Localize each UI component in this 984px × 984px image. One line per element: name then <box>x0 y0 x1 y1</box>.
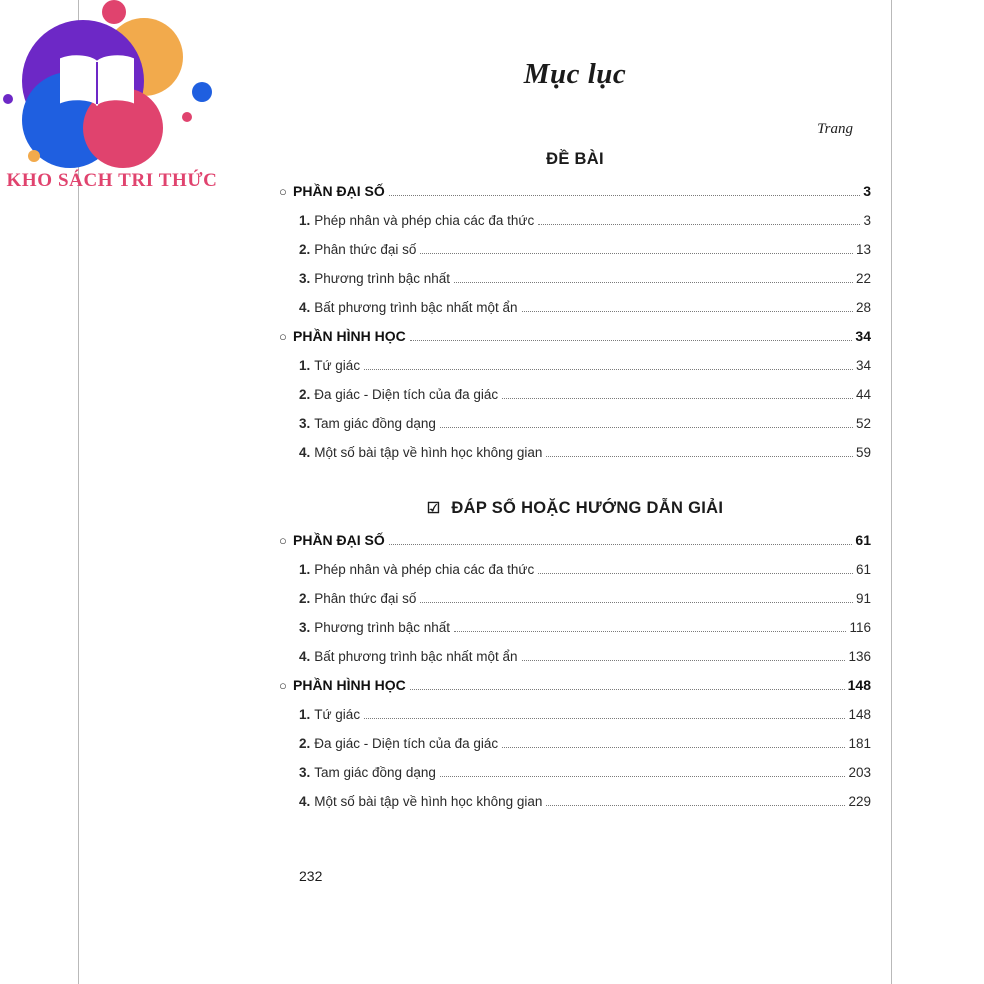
leader-dots <box>389 543 853 545</box>
leader-dots <box>420 252 853 254</box>
toc-item-label: Đa giác - Diện tích của đa giác <box>314 387 499 402</box>
toc-item-label: Phân thức đại số <box>314 242 417 257</box>
toc-item-number: 3. <box>299 416 311 431</box>
toc-item-row[interactable] <box>279 591 871 607</box>
toc-item-row[interactable] <box>279 445 871 461</box>
toc-item-number: 3. <box>299 271 311 286</box>
toc-part-row[interactable] <box>279 677 871 694</box>
toc-item-page: 3 <box>863 213 871 228</box>
leader-dots <box>502 746 845 748</box>
toc-item-number: 3. <box>299 620 311 635</box>
toc-item-number: 1. <box>299 562 311 577</box>
toc-item-row[interactable] <box>279 649 871 665</box>
toc-item-number: 4. <box>299 300 311 315</box>
toc-item-number: 1. <box>299 707 311 722</box>
toc-item-row[interactable] <box>279 358 871 374</box>
toc-item-row[interactable] <box>279 562 871 578</box>
toc-item-number: 4. <box>299 649 311 664</box>
toc-item-number: 1. <box>299 358 311 373</box>
toc-item-number: 4. <box>299 794 311 809</box>
page-title: Mục lục <box>523 58 627 90</box>
leader-dots <box>538 572 853 574</box>
leader-dots <box>538 223 860 225</box>
section-heading-de-bai <box>279 150 871 169</box>
leader-dots <box>410 688 845 690</box>
toc-item-label: Tứ giác <box>314 707 361 722</box>
leader-dots <box>454 281 853 283</box>
toc-item-page: 136 <box>848 649 871 664</box>
toc-item-label: Phương trình bậc nhất <box>314 620 450 635</box>
leader-dots <box>502 397 853 399</box>
toc-item-page: 13 <box>855 242 871 257</box>
toc-item-label: Phép nhân và phép chia các đa thức <box>314 213 535 228</box>
toc-item-page: 91 <box>855 591 871 606</box>
toc-item-number: 1. <box>299 213 311 228</box>
page-left-gutter <box>0 0 78 984</box>
leader-dots <box>364 717 845 719</box>
toc-item-label: Tam giác đồng dạng <box>314 416 436 431</box>
leader-dots <box>522 310 853 312</box>
toc-item-page: 44 <box>855 387 871 402</box>
toc-item-page: 181 <box>848 736 871 751</box>
toc-part-label: PHẦN ĐẠI SỐ <box>293 183 385 199</box>
toc-item-row[interactable] <box>279 416 871 432</box>
toc-part-page: 61 <box>855 532 871 548</box>
toc-item-page: 116 <box>849 620 871 635</box>
leader-dots <box>454 630 846 632</box>
circle-bullet-icon: ○ <box>279 329 287 344</box>
toc-item-page: 148 <box>848 707 871 722</box>
toc-section-dap-so <box>279 532 871 810</box>
toc-item-label: Phương trình bậc nhất <box>314 271 450 286</box>
toc-item-number: 2. <box>299 387 311 402</box>
watermark-brand-text: KHO SÁCH TRI THỨC <box>6 170 218 191</box>
leader-dots <box>364 368 853 370</box>
section-heading-text: ĐÁP SỐ HOẶC HƯỚNG DẪN GIẢI <box>451 499 724 517</box>
leader-dots <box>546 455 853 457</box>
toc-item-label: Bất phương trình bậc nhất một ẩn <box>314 649 518 664</box>
toc-item-page: 59 <box>855 445 871 460</box>
toc-part-page: 3 <box>863 183 871 199</box>
toc-item-label: Phép nhân và phép chia các đa thức <box>314 562 535 577</box>
toc-item-row[interactable] <box>279 271 871 287</box>
section-heading-text: ĐỀ BÀI <box>546 150 604 168</box>
leader-dots <box>546 804 845 806</box>
toc-item-page: 52 <box>855 416 871 431</box>
leader-dots <box>440 775 846 777</box>
toc-item-number: 2. <box>299 591 311 606</box>
toc-item-page: 28 <box>855 300 871 315</box>
toc-item-row[interactable] <box>279 300 871 316</box>
toc-item-label: Một số bài tập về hình học không gian <box>314 445 543 460</box>
document-content <box>279 0 871 884</box>
page-number: 232 <box>299 868 323 884</box>
toc-item-page: 22 <box>855 271 871 286</box>
toc-item-page: 61 <box>855 562 871 577</box>
section-heading-dap-so <box>279 499 871 518</box>
toc-part-row[interactable] <box>279 532 871 549</box>
toc-part-row[interactable] <box>279 183 871 200</box>
toc-item-number: 2. <box>299 736 311 751</box>
toc-item-number: 2. <box>299 242 311 257</box>
leader-dots <box>522 659 846 661</box>
toc-item-label: Phân thức đại số <box>314 591 417 606</box>
toc-item-label: Một số bài tập về hình học không gian <box>314 794 543 809</box>
toc-item-row[interactable] <box>279 242 871 258</box>
toc-item-page: 34 <box>855 358 871 373</box>
toc-item-number: 3. <box>299 765 311 780</box>
toc-item-label: Bất phương trình bậc nhất một ẩn <box>314 300 518 315</box>
toc-section-de-bai <box>279 183 871 461</box>
toc-item-row[interactable] <box>279 794 871 810</box>
toc-item-number: 4. <box>299 445 311 460</box>
document-page <box>78 0 892 984</box>
toc-item-row[interactable] <box>279 387 871 403</box>
leader-dots <box>440 426 853 428</box>
toc-item-label: Tam giác đồng dạng <box>314 765 436 780</box>
toc-part-label: PHẦN ĐẠI SỐ <box>293 532 385 548</box>
leader-dots <box>389 194 860 196</box>
toc-part-label: PHẦN HÌNH HỌC <box>293 677 406 693</box>
toc-item-page: 229 <box>848 794 871 809</box>
circle-bullet-icon: ○ <box>279 184 287 199</box>
toc-item-row[interactable] <box>279 707 871 723</box>
toc-item-row[interactable] <box>279 213 871 229</box>
toc-part-row[interactable] <box>279 328 871 345</box>
circle-bullet-icon: ○ <box>279 533 287 548</box>
page-column-label: Trang <box>817 121 853 137</box>
toc-item-row[interactable] <box>279 620 871 636</box>
toc-part-page: 34 <box>855 328 871 344</box>
toc-part-label: PHẦN HÌNH HỌC <box>293 328 406 344</box>
toc-item-label: Đa giác - Diện tích của đa giác <box>314 736 499 751</box>
circle-bullet-icon: ○ <box>279 678 287 693</box>
checkbox-checked-icon: ☑ <box>426 500 441 517</box>
toc-item-page: 203 <box>848 765 871 780</box>
toc-item-label: Tứ giác <box>314 358 361 373</box>
leader-dots <box>410 339 853 341</box>
toc-item-row[interactable] <box>279 736 871 752</box>
toc-item-row[interactable] <box>279 765 871 781</box>
toc-part-page: 148 <box>847 677 871 693</box>
leader-dots <box>420 601 853 603</box>
